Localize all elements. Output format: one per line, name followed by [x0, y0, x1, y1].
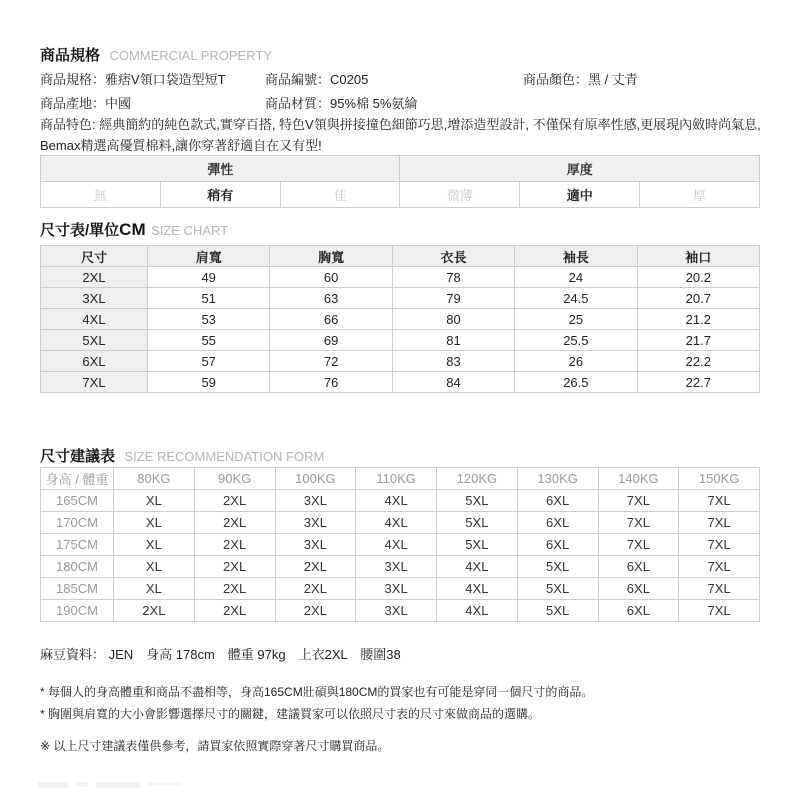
cell: 2XL — [194, 512, 275, 534]
product-feature-paragraph — [40, 114, 764, 156]
cell: 84 — [392, 372, 514, 393]
row-header: 3XL — [41, 288, 148, 309]
thickness-option-thin: 微薄 — [400, 182, 520, 208]
stretch-header: 彈性 — [41, 156, 400, 182]
cell: 5XL — [437, 534, 518, 556]
column-header: 身高 / 體重 — [41, 468, 114, 490]
cell: 59 — [148, 372, 270, 393]
size-chart-table — [40, 245, 760, 393]
stretch-option-none: 無 — [41, 182, 161, 208]
row-header: 2XL — [41, 267, 148, 288]
cell: 6XL — [598, 556, 679, 578]
cell: XL — [114, 512, 195, 534]
table-row — [41, 372, 760, 393]
spec-title-zh: 商品規格 — [40, 47, 101, 64]
row-header: 175CM — [41, 534, 114, 556]
cell: 4XL — [356, 512, 437, 534]
header-row — [41, 246, 760, 267]
cell: 5XL — [517, 578, 598, 600]
stretch-option-good: 佳 — [280, 182, 400, 208]
column-header: 尺寸 — [41, 246, 148, 267]
cell: 78 — [392, 267, 514, 288]
row-header: 165CM — [41, 490, 114, 512]
column-header: 100KG — [275, 468, 356, 490]
product-info-row-1 — [40, 69, 760, 89]
cell: 53 — [148, 309, 270, 330]
cell: 4XL — [356, 490, 437, 512]
size-chart-title — [40, 219, 228, 240]
cell: 2XL — [194, 556, 275, 578]
cell: 2XL — [194, 534, 275, 556]
cutoff-next-section-sliver — [38, 782, 182, 788]
cell: 26.5 — [515, 372, 637, 393]
column-header: 80KG — [114, 468, 195, 490]
table-row — [41, 267, 760, 288]
cell: 25.5 — [515, 330, 637, 351]
cell: 5XL — [437, 512, 518, 534]
column-header: 140KG — [598, 468, 679, 490]
cell: 2XL — [275, 556, 356, 578]
cell: 2XL — [194, 600, 275, 622]
row-header: 7XL — [41, 372, 148, 393]
cell: 79 — [392, 288, 514, 309]
column-header: 130KG — [517, 468, 598, 490]
cell: 2XL — [275, 600, 356, 622]
cell: 3XL — [275, 512, 356, 534]
cell: 25 — [515, 309, 637, 330]
product-origin: 商品產地：中國 — [40, 96, 132, 111]
cell: 3XL — [356, 600, 437, 622]
cell: 5XL — [517, 556, 598, 578]
spec-title-en: COMMERCIAL PROPERTY — [109, 48, 272, 63]
size-chart-unit: CM — [119, 220, 146, 239]
row-header: 4XL — [41, 309, 148, 330]
cell: XL — [114, 490, 195, 512]
product-code: 商品編號：C0205 — [265, 72, 369, 87]
cell: 4XL — [437, 578, 518, 600]
cell: 57 — [148, 351, 270, 372]
thickness-header: 厚度 — [400, 156, 760, 182]
table-row — [41, 534, 760, 556]
cell: 4XL — [437, 600, 518, 622]
footnotes — [40, 681, 593, 725]
column-header: 150KG — [679, 468, 760, 490]
footnote-2: * 胸圍與肩寬的大小會影響選擇尺寸的關鍵，建議買家可以依照尺寸表的尺寸來做商品的選購。 — [40, 707, 541, 721]
cell: 6XL — [598, 578, 679, 600]
table-row — [41, 288, 760, 309]
cell: 63 — [270, 288, 392, 309]
feature-line-1: 商品特色: 經典簡約的純色款式,實穿百搭, 特色V領與拼接撞色細節巧思,增添造型設計, 不僅保有原率性感,更展現內斂時尚氣息, — [40, 117, 761, 132]
cutoff-mark — [76, 782, 88, 787]
cell: 2XL — [194, 578, 275, 600]
feature-line-2: Bemax精選高優質棉料,讓你穿著舒適自在又有型! — [40, 138, 322, 153]
table-row — [41, 512, 760, 534]
cell: 21.2 — [637, 309, 759, 330]
model-info: 麻豆資料： JEN 身高 178cm 體重 97kg 上衣2XL 腰圍38 — [40, 647, 401, 662]
cell: 3XL — [356, 578, 437, 600]
table-row — [41, 351, 760, 372]
cell: 7XL — [679, 490, 760, 512]
cell: 7XL — [679, 556, 760, 578]
cell: 6XL — [517, 512, 598, 534]
cell: 69 — [270, 330, 392, 351]
row-header: 180CM — [41, 556, 114, 578]
cell: 24.5 — [515, 288, 637, 309]
column-header: 胸寬 — [270, 246, 392, 267]
column-header: 袖口 — [637, 246, 759, 267]
table-row — [41, 578, 760, 600]
product-color: 商品顏色：黑 / 丈青 — [523, 72, 638, 87]
cell: 4XL — [356, 534, 437, 556]
cell: 76 — [270, 372, 392, 393]
cell: 6XL — [517, 534, 598, 556]
header-row — [41, 468, 760, 490]
cell: 60 — [270, 267, 392, 288]
cell: 7XL — [598, 534, 679, 556]
product-info-row-2 — [40, 93, 760, 113]
cell: 20.2 — [637, 267, 759, 288]
cell: 7XL — [598, 490, 679, 512]
thickness-option-thick: 厚 — [640, 182, 760, 208]
cell: 2XL — [275, 578, 356, 600]
spec-section-title — [40, 44, 272, 65]
size-chart-title-en: SIZE CHART — [151, 223, 229, 238]
cell: 2XL — [194, 490, 275, 512]
cell: 51 — [148, 288, 270, 309]
column-header: 120KG — [437, 468, 518, 490]
cutoff-mark — [96, 782, 140, 788]
cell: 80 — [392, 309, 514, 330]
product-name: 商品規格：雅痞V領口袋造型短T — [40, 72, 226, 87]
table-row — [41, 490, 760, 512]
column-header: 110KG — [356, 468, 437, 490]
row-header: 6XL — [41, 351, 148, 372]
cell: 5XL — [517, 600, 598, 622]
cell: 20.7 — [637, 288, 759, 309]
table-row — [41, 309, 760, 330]
row-header: 5XL — [41, 330, 148, 351]
cell: 3XL — [275, 534, 356, 556]
column-header: 肩寬 — [148, 246, 270, 267]
cell: 21.7 — [637, 330, 759, 351]
cell: 3XL — [275, 490, 356, 512]
footnote-1: * 每個人的身高體重和商品不盡相等，身高165CM壯碩與180CM的買家也有可能是穿同一個尺寸的商品。 — [40, 685, 594, 699]
cell: 22.2 — [637, 351, 759, 372]
column-header: 衣長 — [392, 246, 514, 267]
notice-line: ※ 以上尺寸建議表僅供參考，請買家依照實際穿著尺寸購買商品。 — [40, 739, 390, 753]
cell: 3XL — [356, 556, 437, 578]
recommendation-title-en: SIZE RECOMMENDATION FORM — [124, 449, 325, 464]
size-chart-section — [40, 245, 760, 393]
cell: 81 — [392, 330, 514, 351]
recommendation-section — [40, 467, 760, 622]
row-header: 170CM — [41, 512, 114, 534]
cutoff-mark — [38, 782, 68, 788]
cell: 5XL — [437, 490, 518, 512]
cell: XL — [114, 556, 195, 578]
cell: 7XL — [679, 512, 760, 534]
recommendation-title — [40, 445, 324, 466]
cell: 2XL — [114, 600, 195, 622]
cell: 22.7 — [637, 372, 759, 393]
recommendation-table — [40, 467, 760, 622]
recommendation-title-zh: 尺寸建議表 — [40, 448, 116, 465]
column-header: 90KG — [194, 468, 275, 490]
stretch-thickness-table — [40, 155, 760, 208]
table-row — [41, 600, 760, 622]
cell: 6XL — [517, 490, 598, 512]
cell: 7XL — [598, 512, 679, 534]
cell: 55 — [148, 330, 270, 351]
cell: 4XL — [437, 556, 518, 578]
cell: 49 — [148, 267, 270, 288]
cell: 7XL — [679, 578, 760, 600]
cell: 66 — [270, 309, 392, 330]
table-row — [41, 556, 760, 578]
cell: 6XL — [598, 600, 679, 622]
cutoff-mark — [148, 782, 182, 786]
cell: 7XL — [679, 600, 760, 622]
thickness-option-medium-selected: 適中 — [520, 182, 640, 208]
cell: 7XL — [679, 534, 760, 556]
table-row — [41, 182, 760, 208]
cell: 83 — [392, 351, 514, 372]
cell: 24 — [515, 267, 637, 288]
row-header: 185CM — [41, 578, 114, 600]
row-header: 190CM — [41, 600, 114, 622]
table-row — [41, 330, 760, 351]
cell: XL — [114, 578, 195, 600]
table-row — [41, 156, 760, 182]
cell: XL — [114, 534, 195, 556]
product-material: 商品材質：95%棉 5%氨綸 — [265, 96, 418, 111]
size-chart-title-zh: 尺寸表/單位 — [40, 222, 120, 239]
cell: 72 — [270, 351, 392, 372]
cell: 26 — [515, 351, 637, 372]
stretch-option-slight-selected: 稍有 — [160, 182, 280, 208]
column-header: 袖長 — [515, 246, 637, 267]
